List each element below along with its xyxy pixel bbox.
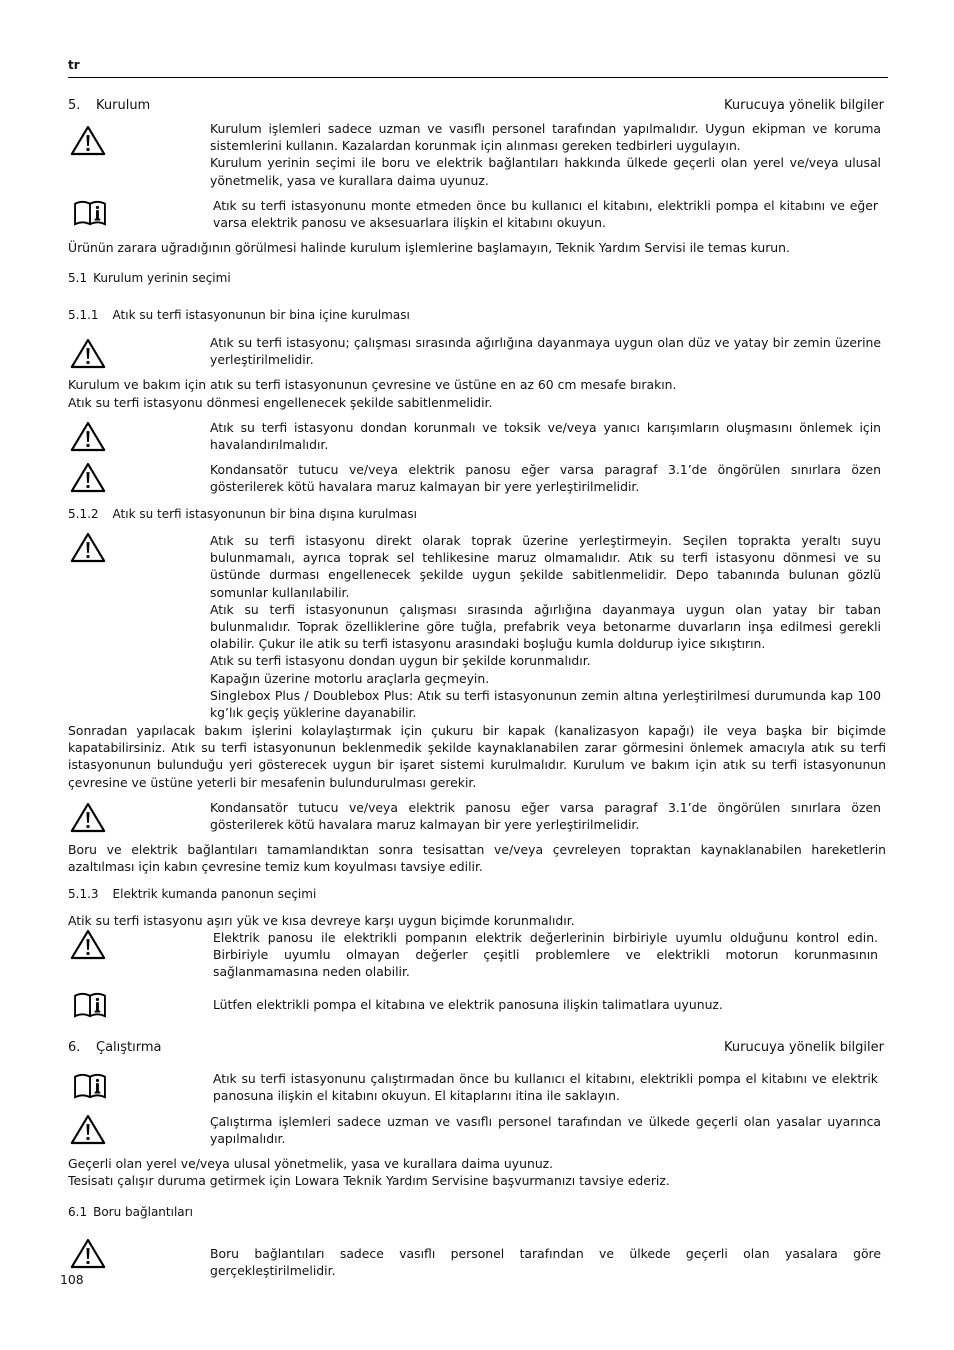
subsection-5-1-1-heading — [68, 308, 410, 322]
body-paragraph: Atık su terfi istasyonu dönmesi engellenecek şekilde sabitlenmelidir. — [68, 395, 493, 410]
warning-paragraph: Singlebox Plus / Doublebox Plus: Atık su terfi istasyonunun zemin altına yerleştirilmesi durumunda kap 100 kg’lık geçiş yüklerine dayanabilir. — [210, 687, 881, 721]
warning-note: Elektrik panosu ile elektrikli pompanın elektrik değerlerinin birbiriyle uyumlu olduğunu kontrol edin. Birbiriyle uyumlu olmayan değerler çeşitli problemlere ve elektrikli motorun korunmasının sağlanmamasına neden olabilir. — [213, 930, 878, 980]
warning-paragraph: Atık su terfi istasyonunun çalışması sırasında ağırlığına dayanmaya uygun olan yatay bir taban bulunmalıdır. Toprak özelliklerine göre tuğla, prefabrik veya betonarme duvarların inşa edilmesi gerekli olabilir. Çukur ile atik su terfi istasyonu arasındaki boşluğu kumla doldurup iyice sıkıştırın. — [210, 601, 881, 652]
section-5-heading — [68, 98, 884, 113]
warning-note: Kondansatör tutucu ve/veya elektrik panosu eğer varsa paragraf 3.1’de öngörülen sınırlara özen gösterilerek kötü havalara maruz kalmayan bir yere yerleştirilmelidir. — [210, 462, 881, 495]
subsection-5-1-heading — [68, 271, 231, 285]
section-audience: Kurucuya yönelik bilgiler — [724, 1040, 884, 1055]
warning-paragraph: Kapağın üzerine motorlu araçlarla geçmeyin. — [210, 670, 490, 686]
subsection-5-1-3-heading — [68, 887, 316, 901]
subsection-5-1-2-heading — [68, 507, 417, 521]
body-paragraph: Geçerli olan yerel ve/veya ulusal yönetmelik, yasa ve kurallara daima uyunuz. — [68, 1156, 554, 1171]
body-paragraph: Sonradan yapılacak bakım işlerini kolaylaştırmak için çukuru bir kapak (kanalizasyon kapağı) ile veya başka bir biçimde kapatabilirsiniz. Atık su terfi istasyonunun beklenmedik şekilde kaynaklanabilen zarar görmesini önlemek amacıyla atık su terfi istasyonunun bulunduğu yeri gösterecek uygun bir işaret sistemi kurulmalıdır. Kurulum ve bakım için atık su terfi istasyonunun çevresine ve üstüne yeterli bir mesafenin bulundurulması gerekir. — [68, 723, 886, 790]
warning-icon — [70, 338, 106, 369]
warning-note — [210, 532, 881, 721]
info-manual-icon — [72, 1072, 108, 1100]
subsection-number: 6.1 — [68, 1205, 88, 1219]
warning-note — [210, 120, 881, 189]
subsection-title: Elektrik kumanda panonun seçimi — [112, 887, 317, 901]
warning-note: Atık su terfi istasyonu dondan korunmalı ve toksik ve/veya yanıcı karışımların oluşmasını önlemek için havalandırılmalıdır. — [210, 420, 881, 453]
section-number: 5. — [68, 98, 81, 113]
body-paragraph: Kurulum ve bakım için atık su terfi istasyonunun çevresine ve üstüne en az 60 cm mesafe bırakın. — [68, 377, 677, 392]
subsection-number: 5.1.1 — [68, 308, 99, 322]
language-code: tr — [68, 58, 80, 72]
warning-note: Atık su terfi istasyonu; çalışması sırasında ağırlığına dayanmaya uygun olan düz ve yatay bir zemin üzerine yerleştirilmelidir. — [210, 335, 881, 368]
warning-icon — [70, 802, 106, 833]
subsection-6-1-heading — [68, 1205, 193, 1219]
warning-icon — [70, 125, 106, 156]
warning-icon — [70, 1114, 106, 1145]
info-note: Atık su terfi istasyonunu monte etmeden önce bu kullanıcı el kitabını, elektrikli pompa el kitabını ve eğer varsa elektrik panosu ve aksesuarlara ilişkin el kitabını okuyun. — [213, 198, 878, 231]
body-paragraph: Atik su terfi istasyonu aşırı yük ve kısa devreye karşı uygun biçimde korunmalıdır. — [68, 913, 575, 928]
warning-paragraph: Kurulum işlemleri sadece uzman ve vasıflı personel tarafından yapılmalıdır. Uygun ekipman ve koruma sistemlerini kullanın. Kazalardan korunmak için alınması gereken tedbirleri uygulayın. — [210, 121, 881, 154]
subsection-title: Boru bağlantıları — [93, 1205, 193, 1219]
body-paragraph: Tesisatı çalışır duruma getirmek için Lowara Teknik Yardım Servisine başvurmanızı tavsiye ederiz. — [68, 1173, 670, 1188]
info-manual-icon — [72, 199, 108, 227]
warning-paragraph: Atık su terfi istasyonu dondan uygun bir şekilde korunmalıdır. — [210, 653, 591, 669]
info-note: Atık su terfi istasyonunu çalıştırmadan önce bu kullanıcı el kitabını, elektrikli pompa el kitabını ve elektrik panosuna ilişkin el kitabını okuyun. El kitaplarını itina ile saklayın. — [213, 1071, 878, 1104]
subsection-title: Atık su terfi istasyonunun bir bina dışına kurulması — [112, 507, 418, 521]
subsection-title: Kurulum yerinin seçimi — [93, 271, 231, 285]
subsection-number: 5.1 — [68, 271, 88, 285]
subsection-number: 5.1.2 — [68, 507, 99, 521]
warning-icon — [70, 929, 106, 960]
body-paragraph: Boru ve elektrik bağlantıları tamamlandıktan sonra tesisattan ve/veya çevreleyen topraktan kaynaklanabilen hareketlerin azaltılması için kabın çevresine temiz kum koyulması tavsiye edilir. — [68, 842, 886, 875]
info-note: Lütfen elektrikli pompa el kitabına ve elektrik panosuna ilişkin talimatlara uyunuz. — [213, 997, 723, 1012]
warning-note: Çalıştırma işlemleri sadece uzman ve vasıflı personel tarafından ve ülkede geçerli olan yasalar uyarınca yapılmalıdır. — [210, 1114, 881, 1147]
section-audience: Kurucuya yönelik bilgiler — [724, 98, 884, 113]
warning-icon — [70, 1238, 106, 1269]
subsection-number: 5.1.3 — [68, 887, 99, 901]
section-6-heading — [68, 1040, 884, 1055]
page-number: 108 — [60, 1272, 84, 1287]
section-title: Kurulum — [96, 98, 151, 113]
warning-note: Boru bağlantıları sadece vasıflı personel tarafından ve ülkede geçerli olan yasalara göre gerçekleştirilmelidir. — [210, 1246, 881, 1279]
warning-icon — [70, 532, 106, 563]
section-number: 6. — [68, 1040, 81, 1055]
warning-note: Kondansatör tutucu ve/veya elektrik panosu eğer varsa paragraf 3.1’de öngörülen sınırlara özen gösterilerek kötü havalara maruz kalmayan bir yere yerleştirilmelidir. — [210, 800, 881, 833]
warning-icon — [70, 462, 106, 493]
info-manual-icon — [72, 991, 108, 1019]
header-rule — [68, 77, 888, 78]
section-title: Çalıştırma — [96, 1040, 162, 1055]
warning-paragraph: Kurulum yerinin seçimi ile boru ve elektrik bağlantıları hakkında ülkede geçerli olan yerel ve/veya ulusal yönetmelik, yasa ve kurallara daima uyunuz. — [210, 155, 881, 188]
warning-paragraph: Atık su terfi istasyonu direkt olarak toprak üzerine yerleştirmeyin. Seçilen toprakta yeraltı suyu bulunmamalı, ayrıca toprak sel tehlikesine maruz olmamalıdır. Atık su terfi istasyonu dönmesi ve su üstünde durması engellenecek şekilde uygun şekilde sabitlenmelidir. Depo tabanında bulunan gözlü somunlar kullanılabilir. — [210, 533, 881, 600]
warning-icon — [70, 421, 106, 452]
body-paragraph: Ürünün zarara uğradığının görülmesi halinde kurulum işlemlerine başlamayın, Teknik Yardım Servisi ile temas kurun. — [68, 240, 790, 255]
subsection-title: Atık su terfi istasyonunun bir bina içine kurulması — [112, 308, 410, 322]
